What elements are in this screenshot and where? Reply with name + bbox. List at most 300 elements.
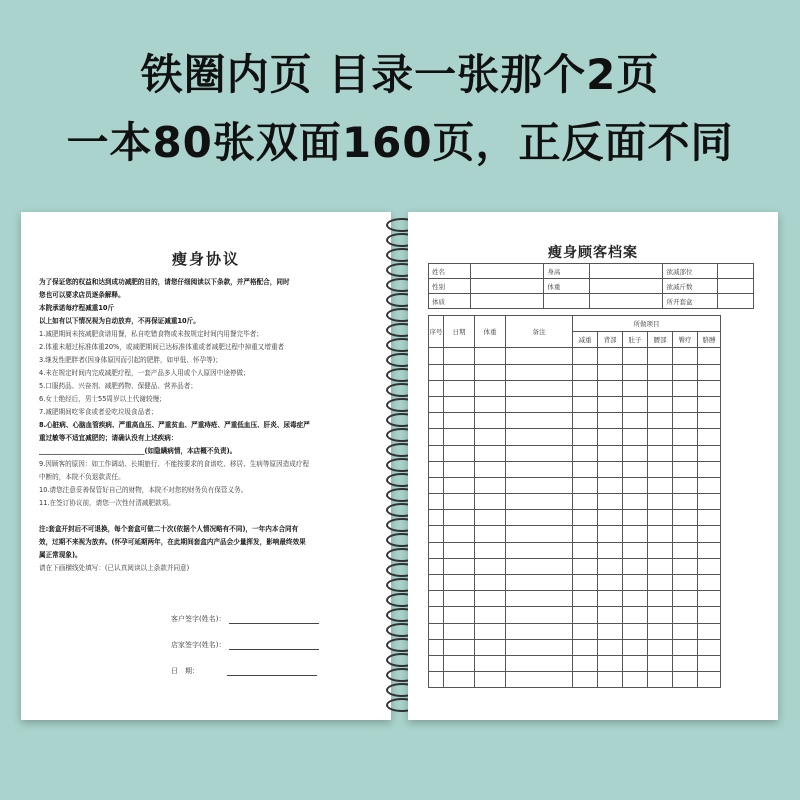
table-cell[interactable] bbox=[698, 623, 721, 639]
table-cell[interactable] bbox=[648, 655, 673, 671]
table-cell[interactable] bbox=[623, 364, 648, 380]
table-row bbox=[429, 380, 721, 396]
table-cell[interactable] bbox=[673, 526, 698, 542]
agreement-line: 为了保证您的权益和达到成功减肥的目的，请您仔细阅读以下条款，并严格配合，同时 bbox=[39, 278, 290, 286]
table-cell[interactable] bbox=[475, 445, 506, 461]
table-cell[interactable] bbox=[475, 396, 506, 412]
table-cell[interactable] bbox=[673, 591, 698, 607]
headline-line-2: 一本80张双面160页，正反面不同 bbox=[66, 118, 734, 167]
table-cell[interactable] bbox=[475, 558, 506, 574]
record-title: 瘦身顾客档案 bbox=[548, 245, 638, 261]
agreement-line bbox=[39, 510, 375, 523]
table-cell[interactable] bbox=[623, 591, 648, 607]
table-row bbox=[429, 445, 721, 461]
table-cell[interactable] bbox=[444, 575, 475, 591]
table-cell[interactable] bbox=[429, 526, 444, 542]
agreement-line: 以上如有以下情况视为自动放弃，不再保证减重10斤。 bbox=[39, 317, 200, 325]
col-header-item: 臀疗 bbox=[673, 332, 698, 348]
table-cell[interactable] bbox=[598, 558, 623, 574]
table-cell[interactable] bbox=[506, 542, 573, 558]
table-cell[interactable] bbox=[444, 607, 475, 623]
table-cell[interactable] bbox=[698, 380, 721, 396]
table-cell[interactable] bbox=[475, 380, 506, 396]
table-cell[interactable] bbox=[573, 591, 598, 607]
agreement-page bbox=[21, 212, 391, 720]
table-cell[interactable] bbox=[673, 396, 698, 412]
table-cell[interactable] bbox=[623, 445, 648, 461]
table-cell[interactable] bbox=[475, 494, 506, 510]
store-signature bbox=[171, 640, 319, 650]
table-cell[interactable] bbox=[623, 526, 648, 542]
table-cell[interactable] bbox=[648, 623, 673, 639]
table-cell[interactable] bbox=[429, 672, 444, 688]
table-cell[interactable] bbox=[573, 639, 598, 655]
info-label: 体重 bbox=[544, 279, 589, 294]
table-cell[interactable] bbox=[429, 380, 444, 396]
table-cell[interactable] bbox=[698, 526, 721, 542]
agreement-body bbox=[39, 276, 375, 575]
table-cell[interactable] bbox=[475, 655, 506, 671]
table-cell[interactable] bbox=[506, 348, 573, 364]
table-cell[interactable] bbox=[429, 575, 444, 591]
table-cell[interactable] bbox=[698, 494, 721, 510]
table-cell[interactable] bbox=[429, 655, 444, 671]
table-cell[interactable] bbox=[623, 413, 648, 429]
table-cell[interactable] bbox=[475, 575, 506, 591]
agreement-line: 9.因顾客的原因：如工作调动、长期旅行、不能按要求的食谱吃、移居、生病等原因造成疗程 bbox=[39, 460, 310, 468]
table-cell[interactable] bbox=[598, 348, 623, 364]
table-cell[interactable] bbox=[444, 348, 475, 364]
info-label: 体质 bbox=[429, 294, 471, 309]
table-cell[interactable] bbox=[475, 623, 506, 639]
table-row bbox=[429, 558, 721, 574]
table-cell[interactable] bbox=[573, 672, 598, 688]
table-cell[interactable] bbox=[698, 413, 721, 429]
table-cell[interactable] bbox=[698, 510, 721, 526]
table-cell[interactable] bbox=[444, 558, 475, 574]
table-cell[interactable] bbox=[475, 510, 506, 526]
agreement-line: 请在下画横线处填写：(已认真阅读以上条款并同意) bbox=[39, 564, 190, 572]
info-field[interactable] bbox=[589, 264, 663, 279]
table-cell[interactable] bbox=[598, 429, 623, 445]
table-cell[interactable] bbox=[573, 558, 598, 574]
table-cell[interactable] bbox=[648, 510, 673, 526]
table-cell[interactable] bbox=[698, 477, 721, 493]
table-cell[interactable] bbox=[598, 591, 623, 607]
table-cell[interactable] bbox=[444, 445, 475, 461]
info-row bbox=[429, 264, 754, 279]
table-cell[interactable] bbox=[598, 575, 623, 591]
info-label: 姓名 bbox=[429, 264, 471, 279]
info-label: 欲减斤数 bbox=[663, 279, 718, 294]
table-cell[interactable] bbox=[573, 477, 598, 493]
table-cell[interactable] bbox=[506, 510, 573, 526]
table-cell[interactable] bbox=[444, 461, 475, 477]
info-label: 欲减部位 bbox=[663, 264, 718, 279]
table-cell[interactable] bbox=[573, 494, 598, 510]
table-cell[interactable] bbox=[623, 623, 648, 639]
table-cell[interactable] bbox=[429, 591, 444, 607]
table-cell[interactable] bbox=[598, 510, 623, 526]
agreement-line: 6.女士绝经后，男士55周岁以上代谢较慢； bbox=[39, 395, 166, 403]
agreement-line: 您也可以要求店员逐条解释。 bbox=[39, 291, 125, 299]
agreement-line: 属正常现象)。 bbox=[39, 551, 82, 559]
table-cell[interactable] bbox=[648, 575, 673, 591]
date-label: 日 期： bbox=[171, 667, 199, 675]
table-row bbox=[429, 575, 721, 591]
table-cell[interactable] bbox=[429, 558, 444, 574]
table-cell[interactable] bbox=[429, 348, 444, 364]
table-cell[interactable] bbox=[598, 542, 623, 558]
customer-info-table bbox=[428, 263, 754, 309]
table-cell[interactable] bbox=[698, 348, 721, 364]
table-cell[interactable] bbox=[648, 542, 673, 558]
table-cell[interactable] bbox=[444, 591, 475, 607]
table-cell[interactable] bbox=[673, 380, 698, 396]
table-cell[interactable] bbox=[506, 575, 573, 591]
table-cell[interactable] bbox=[506, 477, 573, 493]
table-cell[interactable] bbox=[648, 526, 673, 542]
table-cell[interactable] bbox=[475, 461, 506, 477]
table-cell[interactable] bbox=[673, 575, 698, 591]
table-cell[interactable] bbox=[673, 494, 698, 510]
info-field[interactable] bbox=[718, 279, 754, 294]
table-cell[interactable] bbox=[598, 461, 623, 477]
agreement-line: 3.继发性肥胖者(因身体原因而引起的肥胖，如甲低、怀孕等)； bbox=[39, 356, 222, 364]
table-cell[interactable] bbox=[429, 607, 444, 623]
info-field[interactable] bbox=[589, 294, 663, 309]
table-cell[interactable] bbox=[673, 623, 698, 639]
table-cell[interactable] bbox=[623, 607, 648, 623]
table-cell[interactable] bbox=[429, 445, 444, 461]
table-cell[interactable] bbox=[673, 655, 698, 671]
table-cell[interactable] bbox=[506, 591, 573, 607]
table-cell[interactable] bbox=[648, 380, 673, 396]
info-label: 所开套盒 bbox=[663, 294, 718, 309]
table-cell[interactable] bbox=[698, 607, 721, 623]
table-cell[interactable] bbox=[698, 558, 721, 574]
table-cell[interactable] bbox=[698, 461, 721, 477]
store-signature-label: 店家签字(姓名)： bbox=[171, 641, 226, 649]
table-cell[interactable] bbox=[698, 429, 721, 445]
table-cell[interactable] bbox=[573, 607, 598, 623]
table-cell[interactable] bbox=[444, 623, 475, 639]
table-row bbox=[429, 623, 721, 639]
table-cell[interactable] bbox=[648, 413, 673, 429]
table-row bbox=[429, 396, 721, 412]
table-cell[interactable] bbox=[444, 396, 475, 412]
table-cell[interactable] bbox=[475, 591, 506, 607]
table-cell[interactable] bbox=[506, 655, 573, 671]
table-cell[interactable] bbox=[506, 380, 573, 396]
table-cell[interactable] bbox=[648, 445, 673, 461]
table-cell[interactable] bbox=[429, 461, 444, 477]
table-cell[interactable] bbox=[444, 494, 475, 510]
table-cell[interactable] bbox=[598, 623, 623, 639]
table-cell[interactable] bbox=[573, 623, 598, 639]
agreement-line: 2.体重未超过标准体重20%，或减肥期间已达标准体重或者减肥过程中掉重又增重者 bbox=[39, 343, 285, 351]
table-cell[interactable] bbox=[429, 623, 444, 639]
table-cell[interactable] bbox=[506, 364, 573, 380]
agreement-line: 1.减肥期间未按减肥食谱用餐，私自吃错食物或未按规定时间内用餐完毕者； bbox=[39, 330, 263, 338]
table-cell[interactable] bbox=[506, 396, 573, 412]
table-cell[interactable] bbox=[623, 510, 648, 526]
table-cell[interactable] bbox=[573, 380, 598, 396]
table-row bbox=[429, 348, 721, 364]
table-cell[interactable] bbox=[598, 526, 623, 542]
col-header-item: 肚子 bbox=[623, 332, 648, 348]
table-cell[interactable] bbox=[429, 477, 444, 493]
table-cell[interactable] bbox=[573, 542, 598, 558]
table-cell[interactable] bbox=[475, 607, 506, 623]
table-cell[interactable] bbox=[648, 461, 673, 477]
agreement-line: ________________________________(如隐瞒病情，本店概不负责)。 bbox=[39, 447, 237, 455]
table-row bbox=[429, 364, 721, 380]
table-cell[interactable] bbox=[573, 364, 598, 380]
table-cell[interactable] bbox=[623, 655, 648, 671]
table-cell[interactable] bbox=[673, 542, 698, 558]
table-cell[interactable] bbox=[429, 396, 444, 412]
col-header-item: 胳膊 bbox=[698, 332, 721, 348]
info-row bbox=[429, 294, 754, 309]
info-field[interactable] bbox=[470, 279, 544, 294]
table-cell[interactable] bbox=[623, 461, 648, 477]
table-cell[interactable] bbox=[475, 672, 506, 688]
table-cell[interactable] bbox=[648, 364, 673, 380]
table-row bbox=[429, 510, 721, 526]
table-cell[interactable] bbox=[598, 607, 623, 623]
table-row bbox=[429, 542, 721, 558]
table-cell[interactable] bbox=[506, 429, 573, 445]
date-signature bbox=[171, 666, 317, 676]
table-cell[interactable] bbox=[429, 413, 444, 429]
agreement-line: 本院承诺每疗程减重10斤 bbox=[39, 304, 115, 312]
table-cell[interactable] bbox=[506, 558, 573, 574]
table-cell[interactable] bbox=[673, 672, 698, 688]
agreement-line: 10.请您注意妥善保管好自己的财物，本院不对您的财务负有保管义务。 bbox=[39, 486, 248, 494]
table-cell[interactable] bbox=[573, 461, 598, 477]
customer-record-page bbox=[408, 212, 778, 720]
table-cell[interactable] bbox=[598, 396, 623, 412]
col-header-note: 备注 bbox=[506, 316, 573, 348]
table-cell[interactable] bbox=[444, 655, 475, 671]
info-field[interactable] bbox=[718, 294, 754, 309]
table-cell[interactable] bbox=[698, 591, 721, 607]
table-cell[interactable] bbox=[598, 655, 623, 671]
table-cell[interactable] bbox=[698, 639, 721, 655]
table-cell[interactable] bbox=[598, 494, 623, 510]
table-cell[interactable] bbox=[573, 396, 598, 412]
table-cell[interactable] bbox=[623, 348, 648, 364]
table-cell[interactable] bbox=[673, 558, 698, 574]
table-cell[interactable] bbox=[698, 445, 721, 461]
table-cell[interactable] bbox=[598, 364, 623, 380]
table-cell[interactable] bbox=[475, 364, 506, 380]
table-cell[interactable] bbox=[573, 348, 598, 364]
table-cell[interactable] bbox=[573, 575, 598, 591]
table-row bbox=[429, 461, 721, 477]
table-cell[interactable] bbox=[673, 477, 698, 493]
table-cell[interactable] bbox=[475, 429, 506, 445]
table-cell[interactable] bbox=[698, 655, 721, 671]
table-cell[interactable] bbox=[623, 672, 648, 688]
table-cell[interactable] bbox=[673, 510, 698, 526]
table-cell[interactable] bbox=[444, 542, 475, 558]
customer-signature-label: 客户签字(姓名)： bbox=[171, 615, 226, 623]
table-cell[interactable] bbox=[429, 639, 444, 655]
table-cell[interactable] bbox=[698, 542, 721, 558]
table-row bbox=[429, 477, 721, 493]
table-cell[interactable] bbox=[506, 526, 573, 542]
table-cell[interactable] bbox=[623, 380, 648, 396]
info-field[interactable] bbox=[589, 279, 663, 294]
table-cell[interactable] bbox=[623, 575, 648, 591]
table-cell[interactable] bbox=[648, 477, 673, 493]
table-cell[interactable] bbox=[673, 607, 698, 623]
table-cell[interactable] bbox=[648, 396, 673, 412]
table-cell[interactable] bbox=[648, 639, 673, 655]
agreement-title: 瘦身协议 bbox=[171, 250, 240, 268]
table-row bbox=[429, 429, 721, 445]
table-cell[interactable] bbox=[444, 477, 475, 493]
info-field[interactable] bbox=[544, 294, 589, 309]
table-cell[interactable] bbox=[623, 429, 648, 445]
info-label: 身高 bbox=[544, 264, 589, 279]
table-cell[interactable] bbox=[673, 639, 698, 655]
table-cell[interactable] bbox=[475, 413, 506, 429]
table-cell[interactable] bbox=[698, 396, 721, 412]
col-header-weight: 体重 bbox=[475, 316, 506, 348]
table-cell[interactable] bbox=[506, 672, 573, 688]
col-header-item: 腰部 bbox=[648, 332, 673, 348]
table-cell[interactable] bbox=[648, 348, 673, 364]
agreement-line: 重过敏等不适宜减肥的；请确认没有上述疾病： bbox=[39, 434, 178, 442]
info-field[interactable] bbox=[470, 264, 544, 279]
table-cell[interactable] bbox=[475, 526, 506, 542]
table-cell[interactable] bbox=[598, 639, 623, 655]
table-cell[interactable] bbox=[444, 639, 475, 655]
col-header-item: 背部 bbox=[598, 332, 623, 348]
col-header-date: 日期 bbox=[444, 316, 475, 348]
table-cell[interactable] bbox=[506, 494, 573, 510]
table-cell[interactable] bbox=[429, 364, 444, 380]
table-row bbox=[429, 672, 721, 688]
table-cell[interactable] bbox=[429, 494, 444, 510]
table-cell[interactable] bbox=[623, 542, 648, 558]
agreement-line: 11.在签订协议前，请您一次性付清减肥款项。 bbox=[39, 499, 175, 507]
agreement-line: 效，过期不来视为放弃。(怀孕可延期两年，在此期间套盒内产品会少量挥发，影响最终效果 bbox=[39, 538, 306, 546]
table-cell[interactable] bbox=[698, 364, 721, 380]
table-cell[interactable] bbox=[506, 623, 573, 639]
table-row bbox=[429, 607, 721, 623]
table-cell[interactable] bbox=[506, 639, 573, 655]
table-cell[interactable] bbox=[598, 380, 623, 396]
table-cell[interactable] bbox=[475, 542, 506, 558]
table-cell[interactable] bbox=[673, 445, 698, 461]
info-row bbox=[429, 279, 754, 294]
table-row bbox=[429, 591, 721, 607]
table-cell[interactable] bbox=[444, 510, 475, 526]
table-cell[interactable] bbox=[444, 364, 475, 380]
agreement-line: 5.口服药品、兴奋剂、减肥药物、保健品、营养品者； bbox=[39, 382, 197, 390]
table-cell[interactable] bbox=[598, 672, 623, 688]
table-cell[interactable] bbox=[506, 607, 573, 623]
table-row bbox=[429, 413, 721, 429]
table-cell[interactable] bbox=[573, 526, 598, 542]
table-cell[interactable] bbox=[648, 429, 673, 445]
table-cell[interactable] bbox=[623, 396, 648, 412]
table-cell[interactable] bbox=[598, 477, 623, 493]
table-cell[interactable] bbox=[475, 477, 506, 493]
table-cell[interactable] bbox=[598, 413, 623, 429]
table-cell[interactable] bbox=[673, 461, 698, 477]
table-cell[interactable] bbox=[506, 461, 573, 477]
headline-line-1: 铁圈内页 目录一张那个2页 bbox=[140, 50, 660, 99]
table-cell[interactable] bbox=[648, 607, 673, 623]
table-cell[interactable] bbox=[623, 558, 648, 574]
table-cell[interactable] bbox=[648, 591, 673, 607]
table-cell[interactable] bbox=[623, 639, 648, 655]
table-cell[interactable] bbox=[444, 380, 475, 396]
table-cell[interactable] bbox=[444, 672, 475, 688]
table-cell[interactable] bbox=[429, 429, 444, 445]
table-cell[interactable] bbox=[573, 655, 598, 671]
table-cell[interactable] bbox=[506, 413, 573, 429]
table-cell[interactable] bbox=[698, 672, 721, 688]
col-header-group: 所做项目 bbox=[573, 316, 721, 332]
agreement-line: 8.心脏病、心脑血管疾病、严重高血压、严重贫血、严重痔疮、严重低血压、肝炎、尿毒症严 bbox=[39, 421, 310, 429]
table-cell[interactable] bbox=[475, 348, 506, 364]
agreement-line: 中断的，本院不负退款责任。 bbox=[39, 473, 125, 481]
table-cell[interactable] bbox=[648, 672, 673, 688]
table-cell[interactable] bbox=[444, 526, 475, 542]
table-row bbox=[429, 494, 721, 510]
table-cell[interactable] bbox=[506, 445, 573, 461]
table-cell[interactable] bbox=[598, 445, 623, 461]
agreement-line: 注:套盒开封后不可退换，每个套盒可做二十次(依据个人情况略有不同)，一年内本合同有 bbox=[39, 525, 299, 533]
table-cell[interactable] bbox=[573, 413, 598, 429]
table-cell[interactable] bbox=[444, 413, 475, 429]
table-cell[interactable] bbox=[475, 639, 506, 655]
table-cell[interactable] bbox=[673, 348, 698, 364]
info-field[interactable] bbox=[718, 264, 754, 279]
table-cell[interactable] bbox=[444, 429, 475, 445]
table-cell[interactable] bbox=[673, 364, 698, 380]
info-field[interactable] bbox=[470, 294, 544, 309]
table-cell[interactable] bbox=[573, 510, 598, 526]
col-header-seq: 序号 bbox=[429, 316, 444, 348]
table-row bbox=[429, 655, 721, 671]
agreement-line: 7.减肥期间吃零食或者爱吃垃圾食品者； bbox=[39, 408, 158, 416]
col-header-item: 减重 bbox=[573, 332, 598, 348]
table-row bbox=[429, 639, 721, 655]
customer-signature bbox=[171, 614, 319, 624]
table-cell[interactable] bbox=[573, 445, 598, 461]
agreement-line: 4.未在规定时间内完成减肥疗程，一套产品多人用或个人原因中途停做； bbox=[39, 369, 250, 377]
table-cell[interactable] bbox=[429, 542, 444, 558]
table-cell[interactable] bbox=[698, 575, 721, 591]
table-cell[interactable] bbox=[623, 494, 648, 510]
table-cell[interactable] bbox=[573, 429, 598, 445]
visit-log-table bbox=[428, 315, 721, 688]
table-cell[interactable] bbox=[648, 558, 673, 574]
table-cell[interactable] bbox=[648, 494, 673, 510]
table-cell[interactable] bbox=[673, 413, 698, 429]
table-cell[interactable] bbox=[673, 429, 698, 445]
table-row bbox=[429, 526, 721, 542]
table-cell[interactable] bbox=[429, 510, 444, 526]
table-cell[interactable] bbox=[623, 477, 648, 493]
